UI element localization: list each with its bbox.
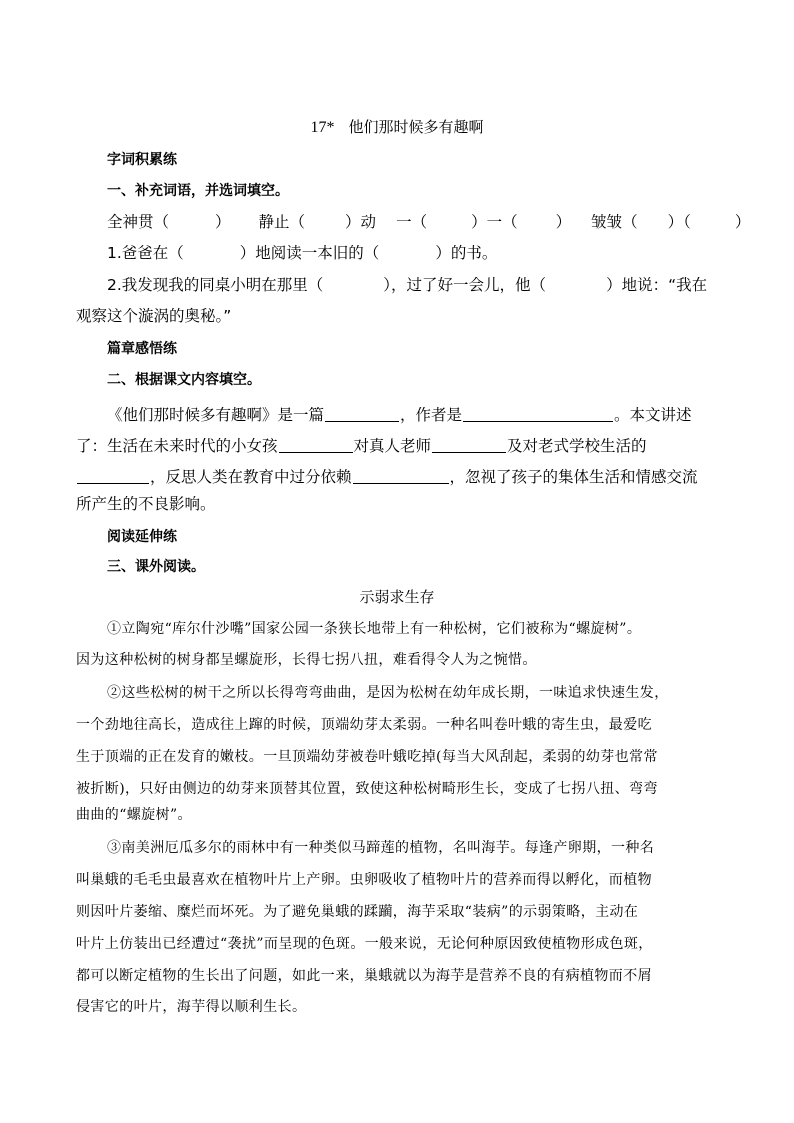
fill-text: 了：生活在未来时代的小女孩 bbox=[76, 437, 278, 455]
passage-line: ①立陶宛“库尔什沙嘴”国家公园一条狭长地带上有一种松树，它们被称为“螺旋树”。 bbox=[107, 621, 642, 637]
sentence-text: ），过了好一会儿，他（ bbox=[383, 276, 547, 294]
answer-blank[interactable] bbox=[353, 468, 449, 484]
passage-line: 叫巢蛾的毛毛虫最喜欢在植物叶片上产卵。虫卵吸收了植物叶片的营养而得以孵化，而植物 bbox=[76, 872, 652, 888]
word-item: ） bbox=[734, 213, 751, 231]
sentence-2-cont: 观察这个漩涡的奥秘。” bbox=[76, 307, 232, 325]
fill-text: ，作者是 bbox=[400, 406, 463, 424]
part2-line-2 bbox=[76, 435, 647, 455]
fill-text: 及对老式学校生活的 bbox=[507, 437, 647, 455]
answer-blank[interactable] bbox=[325, 406, 399, 422]
word-item: ） bbox=[555, 213, 572, 231]
sentence-1 bbox=[107, 246, 497, 262]
word-item: 一（ bbox=[396, 213, 428, 231]
fill-text: 。本文讲述 bbox=[614, 406, 692, 424]
passage-line: 被折断)，只好由侧边的幼芽来顶替其位置，致使这种松树畸形生长，变成了七拐八扭、弯弯 bbox=[76, 781, 658, 797]
part2-heading: 二、根据课文内容填空。 bbox=[107, 372, 261, 388]
sentence-text: ）的书。 bbox=[435, 244, 498, 262]
section-chapter-heading: 篇章感悟练 bbox=[107, 341, 177, 357]
passage-line: 则因叶片萎缩、糜烂而坏死。为了避免巢蛾的蹂躏，海芋采取“装病”的示弱策略，主动在 bbox=[76, 904, 639, 920]
sentence-text: 2.我发现我的同桌小明在那里（ bbox=[107, 276, 324, 294]
passage-line: 都可以断定植物的生长出了问题，如此一来，巢蛾就以为海芋是营养不良的有病植物而不屑 bbox=[76, 968, 652, 984]
part2-line-1 bbox=[107, 404, 692, 424]
section-reading-heading: 阅读延伸练 bbox=[107, 529, 177, 545]
fill-text: 对真人老师 bbox=[353, 437, 432, 455]
word-item: ） bbox=[215, 213, 231, 231]
lesson-title bbox=[0, 120, 794, 136]
sentence-text: ）地说：“我在 bbox=[606, 276, 708, 294]
sentence-text: ）地阅读一本旧的（ bbox=[239, 244, 380, 262]
answer-blank[interactable] bbox=[77, 468, 149, 484]
word-item: ）动 bbox=[345, 213, 377, 231]
sentence-text: 1.爸爸在（ bbox=[107, 244, 184, 262]
sentence-2 bbox=[107, 278, 707, 294]
passage-line: 叶片上仿装出已经遭过“袭扰”而呈现的色斑。一般来说，无论何种原因致使植物形成色斑， bbox=[76, 936, 653, 952]
answer-blank[interactable] bbox=[463, 406, 613, 422]
passage-title: 示弱求生存 bbox=[359, 588, 435, 606]
part2-line-4: 所产生的不良影响。 bbox=[76, 495, 216, 513]
answer-blank[interactable] bbox=[432, 437, 506, 453]
lesson-title-text: 他们那时候多有趣啊 bbox=[348, 118, 484, 136]
section-vocab-heading: 字词积累练 bbox=[107, 152, 177, 168]
passage-line: ②这些松树的树干之所以长得弯弯曲曲，是因为松树在幼年成长期，一味追求快速生发， bbox=[107, 685, 669, 701]
part1-heading: 一、补充词语，并选词填空。 bbox=[107, 183, 289, 199]
word-item: 皱皱（ bbox=[591, 213, 638, 231]
passage-line: 因为这种松树的树身都呈螺旋形，长得七拐八扭，难看得令人为之惋惜。 bbox=[76, 652, 537, 668]
fill-text: ，忽视了孩子的集体生活和情感交流 bbox=[449, 468, 698, 486]
passage-line: 曲曲的“螺旋树”。 bbox=[76, 807, 192, 823]
passage-line: 生于顶端的正在发育的嫩枝。一旦顶端幼芽被卷叶蛾吃掉(每当大风刮起，柔弱的幼芽也常常 bbox=[76, 749, 658, 765]
word-item: ）（ bbox=[667, 213, 691, 231]
lesson-number: 17* bbox=[310, 119, 335, 136]
word-item: ）一（ bbox=[471, 213, 518, 231]
passage-line: 侵害它的叶片，海芋得以顺利生长。 bbox=[76, 999, 307, 1015]
answer-blank[interactable] bbox=[279, 437, 353, 453]
part3-heading: 三、课外阅读。 bbox=[107, 559, 205, 575]
passage-line: 一个劲地往高长，造成往上蹿的时候，顶端幼芽太柔弱。一种名叫卷叶蛾的寄生虫，最爱吃 bbox=[76, 717, 652, 733]
passage-line: ③南美洲厄瓜多尔的雨林中有一种类似马蹄莲的植物，名叫海芋。每逢产卵期，一种名 bbox=[107, 840, 655, 856]
word-fill-line bbox=[107, 215, 750, 231]
word-item: 全神贯（ bbox=[107, 213, 170, 231]
part2-line-3 bbox=[76, 466, 698, 486]
fill-text: ，反思人类在教育中过分依赖 bbox=[150, 468, 352, 486]
fill-text: 《他们那时候多有趣啊》是一篇 bbox=[107, 406, 325, 424]
word-item: 静止（ bbox=[258, 213, 306, 231]
